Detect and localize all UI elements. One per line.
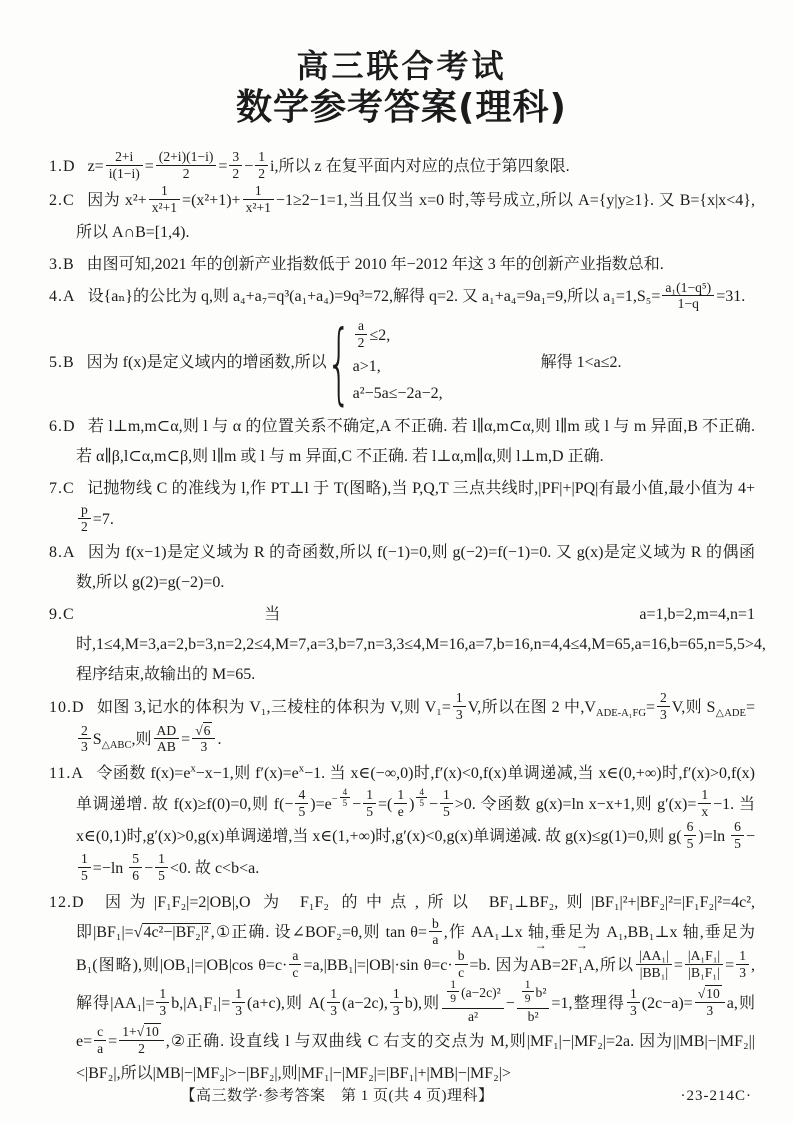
answer-item xyxy=(49,185,755,247)
answer-label: 3.B xyxy=(49,255,75,273)
answer-item xyxy=(49,474,755,536)
answer-body: 当 a=1,b=2,m=4,n=1 时,1≤4,M=3,a=2,b=3,n=2,2≤4,M=7,a=3,b=7,n=3,3≤4,M=16,a=7,b=16,n=4,4≤4,M=65,a=16,b=65,n=5,5>4,程序结束,故输出的 M=65. xyxy=(76,606,766,684)
answer-body: 记抛物线 C 的准线为 l,作 PT⊥l 于 T(图略),当 P,Q,T 三点共线时,|PF|+|PQ|有最小值,最小值为 4+ $\frac{p}{2}$ =7. xyxy=(76,480,755,528)
answer-label: 7.C xyxy=(49,480,75,498)
answer-item xyxy=(49,600,766,690)
footer xyxy=(0,1085,794,1107)
answer-label: 2.C xyxy=(49,192,75,210)
page-title: 高三联合考试 xyxy=(296,47,507,85)
page-subtitle: 数学参考答案(理科) xyxy=(236,87,567,128)
answer-item xyxy=(49,151,755,183)
answer-item xyxy=(49,279,755,314)
answer-label: 11.A xyxy=(49,764,84,782)
answer-label: 9.C xyxy=(49,606,75,624)
answer-label: 10.D xyxy=(49,699,85,717)
answer-item xyxy=(49,692,755,757)
answer-body: 如图 3,记水的体积为 V₁,三棱柱的体积为 V,则 V₁= $\frac{1}{3}$ V,所以在图 2 中$,V_{ADE-A_1FG}=$ $\frac{2}{3}$ V,则 $S_{\triangle ADE}=$ $\frac{2}{3}$ $S_{\triangle ABC}$,则 $\frac{AD}{AB}$ = $\frac{√6}{3}$ . xyxy=(76,699,755,748)
answer-body: 令函数 $f(x)=e^x-x-1$,则 $f'(x)=e^x-1$. 当 x∈(−∞,0)时,f′(x)<0,f(x)单调递减,当 x∈(0,+∞)时,f′(x)>0,f(x)单调递增. 故 f(x)≥f(0)=0,则 f(− $\frac{4}{5}$ )$=e^{- \frac{4}{5}}$ − $\frac{1}{5}$ =( $\frac{1}{e}$ ) $^{\frac{4}{5}}$ − $\frac{1}{5}$ >0. 令函数 g(x)=ln x−x+1,则 g′(x)= $\frac{1}{x}$ −1. 当 x∈(0,1)时,g′(x)>0,g(x)单调递增,当 x∈(1,+∞)时,g′(x)<0,g(x)单调递减. 故 g(x)≤g(1)=0,则 g( $\frac{6}{5}$ )=ln $\frac{6}{5}$ − $\frac{1}{5}$ =−ln $\frac{5}{6}$ − $\frac{1}{5}$ <0. 故 c<b<a. xyxy=(76,763,755,884)
answer-item xyxy=(49,311,755,415)
answer-label: 6.D xyxy=(49,418,76,436)
answer-label: 4.A xyxy=(49,288,76,306)
footer-paper-code: ·23-214C· xyxy=(680,1088,752,1104)
title-block xyxy=(49,46,754,129)
answer-body: 由图可知,2021 年的创新产业指数低于 2010 年−2012 年这 3 年的创新产业指数总和. xyxy=(86,255,664,273)
answer-label: 1.D xyxy=(49,157,76,175)
answer-body: 因为 x²+ $\frac{1}{\text{x²+1}}$ =(x²+1)+ $\frac{1}{\text{x²+1}}$ −1≥2−1=1,当且仅当 x=0 时,等号成立,所以 A={y|y≥1}. 又 B={x|x<4},所以 A∩B=[1,4). xyxy=(76,183,755,241)
answer-body: 设{aₙ}的公比为 q,则 a₄+a₇=q³(a₁+a₄)=9q³=72,解得 q=2. 又 a₁+a₄=9a₁=9,所以 a₁=1,S₅= $\frac{\text{a₁(1−q⁵)}}{1-q}$ =31. xyxy=(87,279,746,312)
answer-label: 5.B xyxy=(49,353,75,371)
answer-list xyxy=(49,149,766,1088)
answer-body: z= $\frac{2+i}{i(1-i)}$ = $\frac{(2+i)(1-i)}{2}$ = $\frac{3}{2}$ − $\frac{1}{2}$ i,所以 z 在复平面内对应的点位于第四象限. xyxy=(87,149,570,181)
answer-body: 因为|F₁F₂|=2|OB|,O 为 F₁F₂ 的中点,所以 BF₁⊥BF₂,则|BF₁|²+|BF₂|²=|F₁F₂|²=4c²,即|BF₁|=√4c²−|BF₂|² ,①正确. 设∠BOF₂=θ,则 tan θ= $\frac{b}{a}$ ,作 AA₁⊥x 轴,垂足为 A₁,BB₁⊥x 轴,垂足为 B₁(图略),则|OB₁|=|OB|cos θ=c· $\frac{a}{c}$ =a,|BB₁|=|OB|·sin θ=c· $\frac{b}{c}$ =b. 因为AB →=2F₁A →,所以 $\frac{\text{|AA₁|}}{\text{|BB₁|}}$ = $\frac{\text{|A₁F₁|}}{\text{|B₁F₁|}}$ = $\frac{1}{3}$ ,解得|AA₁|= $\frac{1}{3}$ b,|A₁F₁|= $\frac{1}{3}$ (a+c),则 A( $\frac{1}{3}$ (a−2c), $\frac{1}{3}$ b),则 $\frac{1}{9}$ (a−2c)² a² − $\frac{1}{9}$ b² b² =1,整理得 $\frac{1}{3}$ (2c−a)= $\frac{√10}{3}$ a,则 e= $\frac{c}{a}$ = $\frac{1+√10}{2}$ ,②正确. 设直线 l 与双曲线 C 右支的交点为 M,则|MF₁|−|MF₂|=2a. 因为||MB|−|MF₂||<|BF₂|,所以|MB|−|MF₂|>−|BF₂|,则|MF₁|−|MF₂|=|BF₁|+|MB|−|MF₂|> xyxy=(76,894,755,1082)
answer-item xyxy=(49,412,755,472)
answer-item xyxy=(49,759,755,886)
answer-item xyxy=(49,538,755,598)
footer-page-info: 【高三数学·参考答案 第 1 页(共 4 页)理科】 xyxy=(180,1088,494,1104)
answer-body: 因为 f(x−1)是定义域为 R 的奇函数,所以 f(−1)=0,则 g(−2)=f(−1)=0. 又 g(x)是定义域为 R 的偶函数,所以 g(2)=g(−2)=0. xyxy=(76,544,755,592)
answer-body: 若 l⊥m,m⊂α,则 l 与 α 的位置关系不确定,A 不正确. 若 l∥α,m⊂α,则 l∥m 或 l 与 m 异面,B 不正确. 若 α∥β,l⊂α,m⊂β,则 l∥m 或 l 与 m 异面,C 不正确. 若 l⊥α,m∥α,则 l⊥m,D 正确. xyxy=(76,418,755,466)
answer-item xyxy=(49,250,755,280)
answer-label: 8.A xyxy=(49,544,76,562)
answer-item xyxy=(49,888,755,1089)
answer-body: 因为 f(x)是定义域内的增函数,所以 { $\frac{a}{2}$ ≤2, a>1, a²−5a≤−2a−2, 解得 1<a≤2. xyxy=(86,311,622,415)
answer-label: 12.D xyxy=(49,893,85,911)
